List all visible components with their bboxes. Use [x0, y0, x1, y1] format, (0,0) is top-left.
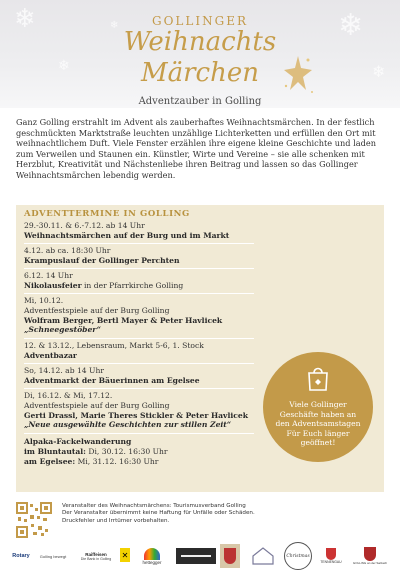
title-line-2: Märchen: [141, 58, 259, 88]
event-item: Di, 16.12. & Mi, 17.12. Adventfestspiele auf der Burg Golling Gerti Drassl, Marie Theres Stickler & Peter Havlicek „Neue ausgewählte Geschichten zur stillen Zeit“: [24, 391, 248, 430]
title-line-1: Weihnachts: [123, 27, 277, 57]
snowflake-icon: ❄: [110, 20, 119, 31]
golling-logo: GOLLING an der Salzach: [350, 542, 390, 570]
divider: [24, 243, 254, 244]
events-title: ADVENTTERMINE IN GOLLING: [24, 209, 190, 219]
divider: [24, 388, 254, 389]
sponsor-logo-dark: [176, 548, 216, 564]
hero-banner: [0, 0, 400, 108]
event-item: 12. & 13.12., Lebensraum, Markt 5-6, 1. Stock Adventbazar: [24, 341, 204, 360]
event-item: 6.12. 14 Uhr Nikolausfeier in der Pfarrkirche Golling: [24, 271, 184, 290]
snowflake-icon: ❄: [58, 58, 70, 74]
shopping-bag-icon: [306, 364, 330, 392]
fairy-star-icon: [278, 52, 318, 100]
title-top: GOLLINGER: [152, 14, 248, 28]
opening-hours-badge: [263, 352, 373, 462]
divider: [24, 433, 254, 434]
hettegger-logo: hettegger: [132, 544, 172, 568]
divider: [24, 293, 254, 294]
footer-disclaimer: Veranstalter des Weihnachtsmärchens: Tourismusverband Golling Der Veranstalter übernimmt keine Haftung für Unfälle oder Schäden. Druckfehler und Irrtümer vorbehalten.: [62, 503, 255, 524]
christmas-logo: Christmas: [284, 542, 312, 570]
divider: [24, 268, 254, 269]
snowflake-icon: ❄: [338, 8, 364, 43]
sponsor-logos: [8, 542, 392, 570]
event-item: Alpaka-Fackelwanderung im Bluntautal: Di, 30.12. 16:30 Uhr am Egelsee: Mi, 31.12. 16:30 Uhr: [24, 437, 168, 466]
house-icon: [248, 544, 278, 568]
snowflake-icon: ❄: [14, 4, 36, 34]
event-item: Mi, 10.12. Adventfestspiele auf der Burg Golling Wolfram Berger, Bertl Mayer & Peter Havlicek „Schneegestöber“: [24, 296, 223, 335]
event-item: So, 14.12. ab 14 Uhr Adventmarkt der Bäuerinnen am Egelsee: [24, 366, 200, 385]
intro-paragraph: Ganz Golling erstrahlt im Advent als zauberhaftes Weihnachtsmärchen. In der festlich geschmückten Marktstraße leuchten unzählige Lichterketten und erfüllen den Ort mit weihnachtlichem Duft. Viele Fenster erzählen ihre eigene kleine Geschichte und laden zum Verweilen und Staunen ein. Künstler, Wirte und Vereine – sie alle schenken mit Herzblut, Kreativität und Nächstenliebe ihren Beitrag und lassen so das Gollinger Weihnachtsmärchen lebendig werden.: [16, 117, 376, 180]
event-item: 29.-30.11. & 6.-7.12. ab 14 Uhr Weihnachtsmärchen auf der Burg und im Markt: [24, 221, 230, 240]
divider: [24, 338, 254, 339]
snowflake-icon: ❄: [372, 62, 386, 81]
sponsor-logo-crest: [220, 544, 240, 568]
raiffeisen-emblem: ✕: [120, 548, 130, 562]
event-item: 4.12. ab ca. 18:30 Uhr Krampuslauf der Gollinger Perchten: [24, 246, 180, 265]
subtitle: Adventzauber in Golling: [138, 96, 262, 107]
badge-text: Viele Gollinger Geschäfte haben an den Adventsamstagen Für Euch länger geöffnet!: [275, 400, 361, 448]
golling-bewegt-logo: Golling bewegt: [39, 553, 67, 559]
house-logo: [248, 544, 278, 568]
tennengau-logo: TENNENGAU: [316, 544, 346, 568]
divider: [24, 363, 254, 364]
raiffeisen-logo: Raiffeisen Die Bank in Golling: [80, 551, 112, 561]
rotary-logo: Rotary: [12, 553, 30, 559]
qr-code-icon[interactable]: [16, 502, 52, 538]
